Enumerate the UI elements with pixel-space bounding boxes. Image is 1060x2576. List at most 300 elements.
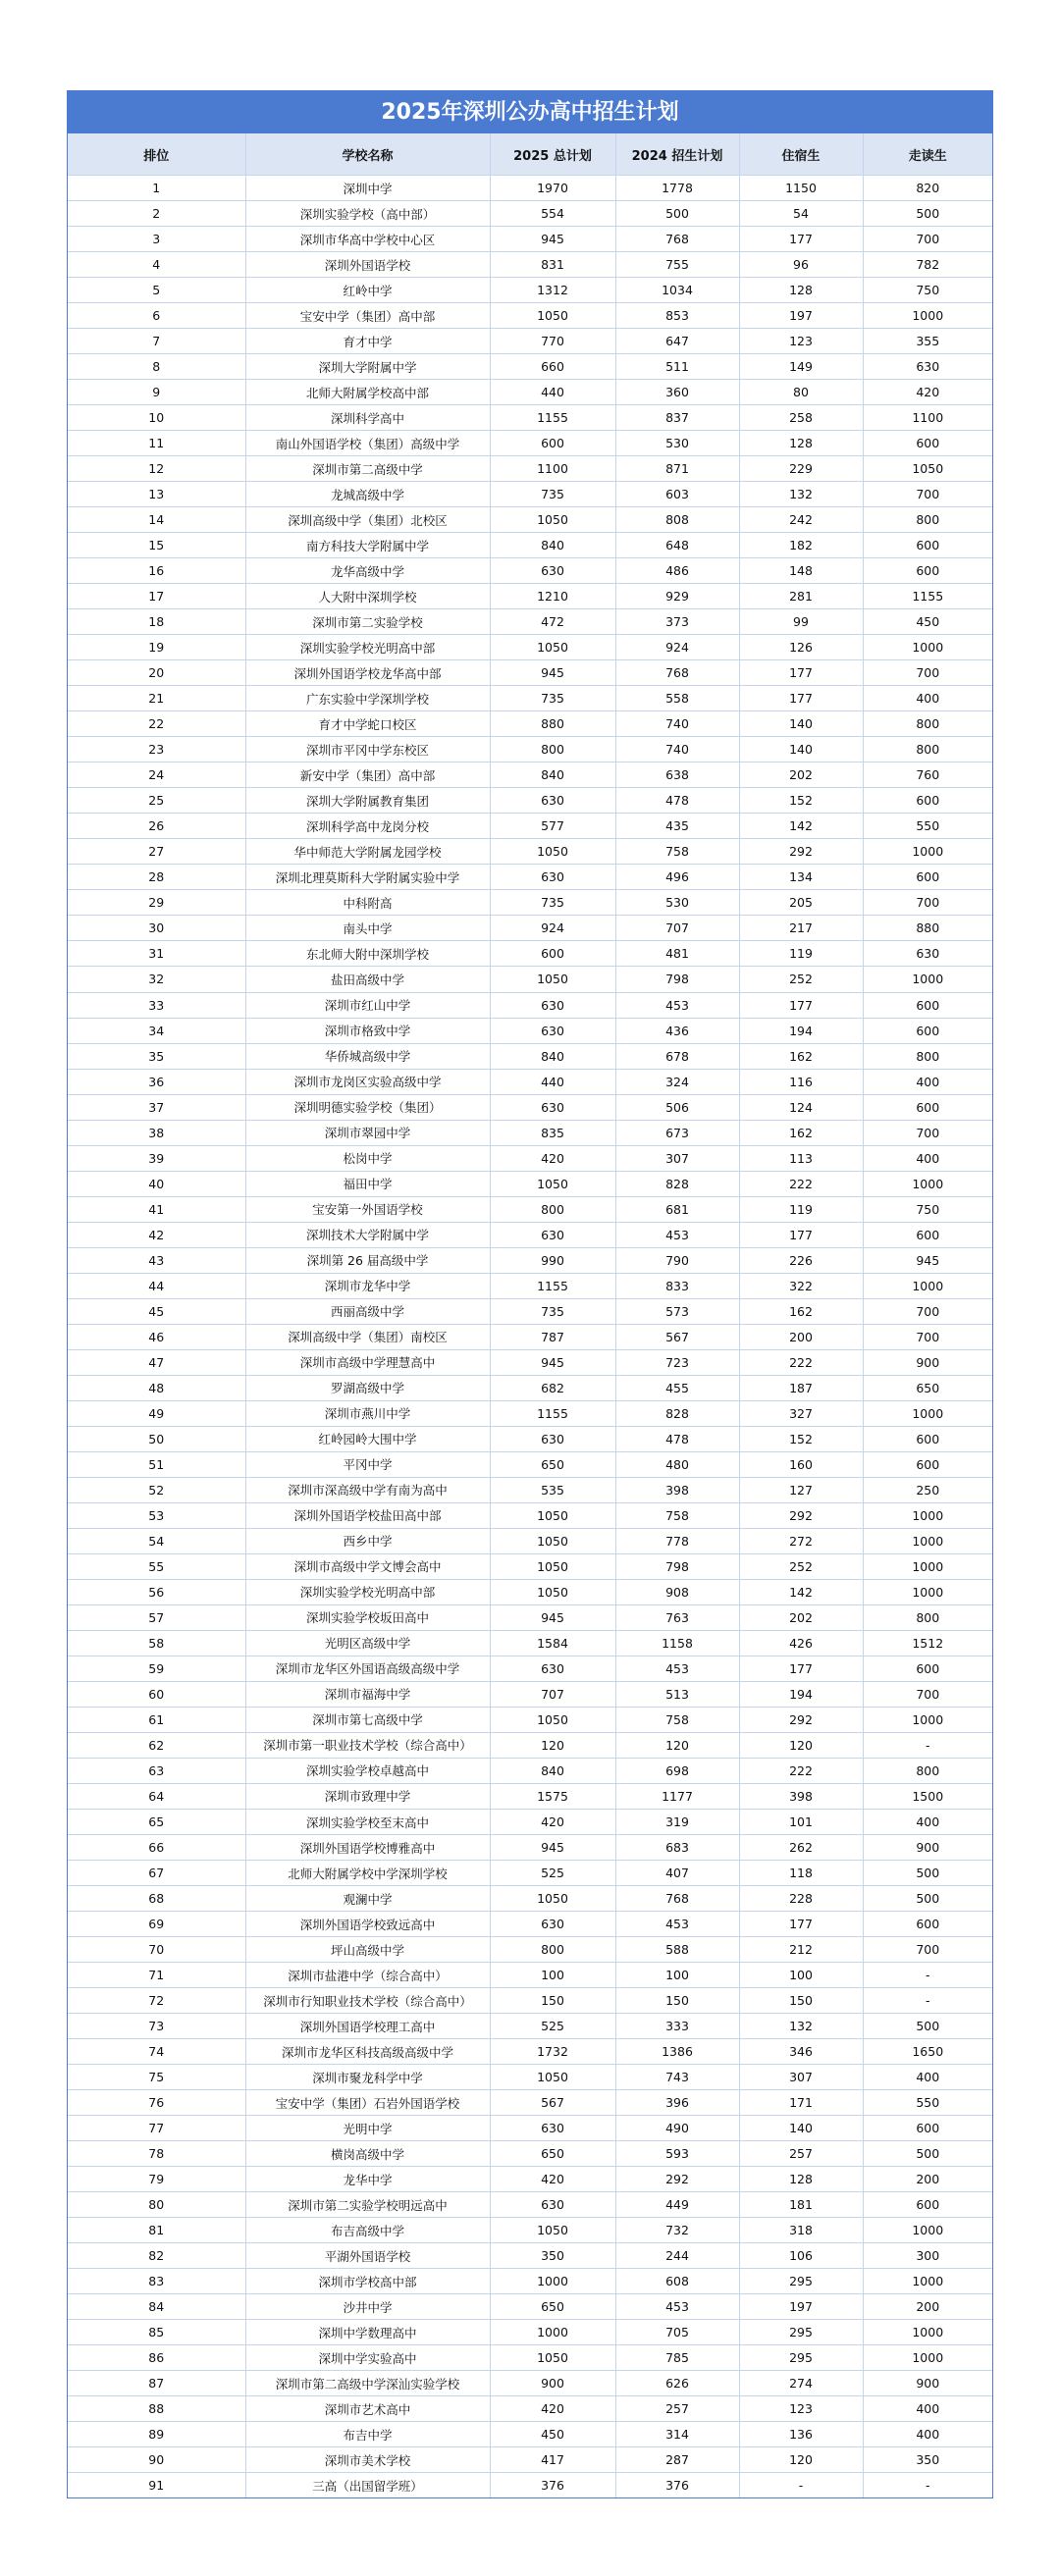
plan-2024-cell: 453 [615, 1912, 739, 1937]
day-student-cell: 500 [863, 2141, 992, 2167]
plan-2024-cell: 678 [615, 1043, 739, 1069]
boarding-cell: 120 [739, 1732, 863, 1758]
table-row [68, 890, 992, 916]
table-row [68, 2014, 992, 2039]
table-row [68, 660, 992, 686]
day-student-cell: 1000 [863, 1171, 992, 1196]
plan-2025-cell: 1050 [490, 1579, 615, 1604]
plan-2024-cell: 455 [615, 1375, 739, 1400]
rank-cell: 20 [68, 660, 245, 686]
school-name-cell: 深圳外国语学校致远高中 [245, 1912, 490, 1937]
school-name-cell: 深圳市第七高级中学 [245, 1707, 490, 1732]
day-student-cell: 600 [863, 2116, 992, 2141]
plan-2024-cell: 244 [615, 2243, 739, 2269]
school-name-cell: 深圳外国语学校博雅高中 [245, 1835, 490, 1861]
plan-2025-cell: 840 [490, 1043, 615, 1069]
table-row [68, 2167, 992, 2192]
rank-cell: 66 [68, 1835, 245, 1861]
school-name-cell: 深圳科学高中龙岗分校 [245, 814, 490, 839]
plan-2024-cell: 743 [615, 2065, 739, 2090]
day-student-cell: 600 [863, 1426, 992, 1451]
boarding-cell: 96 [739, 252, 863, 278]
plan-2024-cell: 407 [615, 1861, 739, 1886]
plan-2024-cell: 798 [615, 967, 739, 992]
table-row [68, 1324, 992, 1349]
plan-2025-cell: 650 [490, 2141, 615, 2167]
table-row [68, 1579, 992, 1604]
table-row [68, 2243, 992, 2269]
plan-2025-cell: 1050 [490, 1171, 615, 1196]
plan-2024-cell: 683 [615, 1835, 739, 1861]
school-name-cell: 布吉中学 [245, 2422, 490, 2447]
plan-2025-cell: 525 [490, 1861, 615, 1886]
day-student-cell: 700 [863, 1937, 992, 1963]
table-row [68, 916, 992, 941]
boarding-cell: 228 [739, 1886, 863, 1912]
boarding-cell: 148 [739, 558, 863, 584]
plan-2024-cell: 373 [615, 609, 739, 635]
rank-cell: 27 [68, 839, 245, 865]
school-name-cell: 深圳市红山中学 [245, 992, 490, 1018]
table-row [68, 252, 992, 278]
day-student-cell: 700 [863, 1681, 992, 1707]
plan-2025-cell: 1000 [490, 2320, 615, 2345]
plan-2025-cell: 1312 [490, 278, 615, 303]
rank-cell: 35 [68, 1043, 245, 1069]
table-row [68, 1963, 992, 1988]
school-name-cell: 深圳外国语学校 [245, 252, 490, 278]
plan-2024-cell: 530 [615, 890, 739, 916]
school-name-cell: 深圳实验学校（高中部） [245, 201, 490, 227]
rank-cell: 67 [68, 1861, 245, 1886]
rank-cell: 44 [68, 1273, 245, 1298]
day-student-cell: 1000 [863, 1273, 992, 1298]
plan-2024-cell: 513 [615, 1681, 739, 1707]
table-row [68, 354, 992, 380]
plan-2025-cell: 120 [490, 1732, 615, 1758]
table-row [68, 1758, 992, 1783]
boarding-cell: 177 [739, 1656, 863, 1681]
school-name-cell: 深圳市福海中学 [245, 1681, 490, 1707]
school-name-cell: 深圳科学高中 [245, 405, 490, 431]
plan-2025-cell: 840 [490, 762, 615, 788]
school-name-cell: 中科附高 [245, 890, 490, 916]
boarding-cell: 295 [739, 2345, 863, 2371]
plan-2024-cell: 307 [615, 1145, 739, 1171]
school-name-cell: 宝安中学（集团）高中部 [245, 303, 490, 329]
day-student-cell: 630 [863, 941, 992, 967]
day-student-cell: 900 [863, 1835, 992, 1861]
rank-cell: 58 [68, 1630, 245, 1656]
plan-2025-cell: 1050 [490, 1886, 615, 1912]
plan-2025-cell: 735 [490, 482, 615, 507]
table-row [68, 737, 992, 762]
day-student-cell: 400 [863, 1069, 992, 1094]
school-name-cell: 罗湖高级中学 [245, 1375, 490, 1400]
school-name-cell: 南头中学 [245, 916, 490, 941]
school-name-cell: 龙华高级中学 [245, 558, 490, 584]
rank-cell: 86 [68, 2345, 245, 2371]
plan-2024-cell: 588 [615, 1937, 739, 1963]
table-row [68, 1145, 992, 1171]
day-student-cell: 1000 [863, 839, 992, 865]
plan-2025-cell: 420 [490, 1810, 615, 1835]
day-student-cell: 820 [863, 176, 992, 201]
plan-2025-cell: 1050 [490, 635, 615, 660]
boarding-cell: 242 [739, 507, 863, 533]
day-student-cell: 400 [863, 1145, 992, 1171]
boarding-cell: 257 [739, 2141, 863, 2167]
day-student-cell: 600 [863, 1222, 992, 1247]
boarding-cell: 116 [739, 1069, 863, 1094]
plan-2024-cell: 1778 [615, 176, 739, 201]
school-name-cell: 新安中学（集团）高中部 [245, 762, 490, 788]
plan-2024-cell: 480 [615, 1451, 739, 1477]
rank-cell: 40 [68, 1171, 245, 1196]
plan-2025-cell: 600 [490, 941, 615, 967]
table-row [68, 941, 992, 967]
boarding-cell: 205 [739, 890, 863, 916]
table-row [68, 482, 992, 507]
plan-2024-cell: 768 [615, 660, 739, 686]
boarding-cell: 177 [739, 1912, 863, 1937]
day-student-cell: 420 [863, 380, 992, 405]
table-row [68, 456, 992, 482]
boarding-cell: 80 [739, 380, 863, 405]
rank-cell: 63 [68, 1758, 245, 1783]
day-student-cell: 500 [863, 1861, 992, 1886]
column-header-plan-2025: 2025 总计划 [490, 133, 615, 176]
boarding-cell: 113 [739, 1145, 863, 1171]
table-row [68, 558, 992, 584]
rank-cell: 53 [68, 1502, 245, 1528]
boarding-cell: 132 [739, 482, 863, 507]
school-name-cell: 深圳市学校高中部 [245, 2269, 490, 2294]
plan-2025-cell: 630 [490, 558, 615, 584]
plan-2025-cell: 1050 [490, 1502, 615, 1528]
plan-2025-cell: 880 [490, 711, 615, 737]
table-row [68, 1988, 992, 2014]
table-row [68, 1451, 992, 1477]
column-header-rank: 排位 [68, 133, 245, 176]
table-row [68, 2320, 992, 2345]
day-student-cell: - [925, 2478, 930, 2494]
school-name-cell: 龙城高级中学 [245, 482, 490, 507]
table-row [68, 405, 992, 431]
plan-2025-cell: 945 [490, 1349, 615, 1375]
plan-2025-cell: 1050 [490, 839, 615, 865]
school-name-cell: 深圳市第二实验学校 [245, 609, 490, 635]
plan-2025-cell: 945 [490, 1604, 615, 1630]
school-name-cell: 深圳市龙华区科技高级高级中学 [245, 2039, 490, 2065]
plan-2024-cell: 257 [615, 2396, 739, 2422]
rank-cell: 52 [68, 1477, 245, 1502]
boarding-cell: 149 [739, 354, 863, 380]
column-header-plan-2024: 2024 招生计划 [615, 133, 739, 176]
plan-2025-cell: 835 [490, 1120, 615, 1145]
day-student-cell: - [863, 1732, 992, 1758]
boarding-cell: 222 [739, 1349, 863, 1375]
boarding-cell: 292 [739, 1502, 863, 1528]
boarding-cell: 322 [739, 1273, 863, 1298]
table-row [68, 1094, 992, 1120]
day-student-cell: 600 [863, 1451, 992, 1477]
table-row [68, 1604, 992, 1630]
boarding-cell: 54 [739, 201, 863, 227]
boarding-cell: 152 [739, 788, 863, 814]
rank-cell: 75 [68, 2065, 245, 2090]
plan-2024-cell: 758 [615, 1502, 739, 1528]
boarding-cell: 162 [739, 1043, 863, 1069]
school-name-cell: 深圳实验学校至末高中 [245, 1810, 490, 1835]
table-row [68, 2422, 992, 2447]
plan-2025-cell: 660 [490, 354, 615, 380]
rank-cell: 5 [68, 278, 245, 303]
plan-2024-cell: 740 [615, 711, 739, 737]
table-row [68, 1196, 992, 1222]
school-name-cell: 深圳市龙华区外国语高级高级中学 [245, 1656, 490, 1681]
day-student-cell: 1000 [863, 1707, 992, 1732]
plan-2025-cell: 420 [490, 2396, 615, 2422]
boarding-cell: 346 [739, 2039, 863, 2065]
plan-2025-cell: 900 [490, 2371, 615, 2396]
table-row [68, 788, 992, 814]
school-name-cell: 深圳市第一职业技术学校（综合高中） [245, 1732, 490, 1758]
plan-2024-cell: 908 [615, 1579, 739, 1604]
rank-cell: 57 [68, 1604, 245, 1630]
table-row [68, 2371, 992, 2396]
plan-2025-cell: 800 [490, 1196, 615, 1222]
day-student-cell: 1650 [863, 2039, 992, 2065]
day-student-cell: 600 [863, 1912, 992, 1937]
plan-2024-cell: 506 [615, 1094, 739, 1120]
school-name-cell: 深圳北理莫斯科大学附属实验中学 [245, 865, 490, 890]
plan-2025-cell: 630 [490, 1018, 615, 1043]
table-row [68, 2090, 992, 2116]
day-student-cell: 800 [863, 711, 992, 737]
plan-2024-cell: 763 [615, 1604, 739, 1630]
day-student-cell: 500 [863, 1886, 992, 1912]
rank-cell: 23 [68, 737, 245, 762]
table-row [68, 227, 992, 252]
table-row [68, 967, 992, 992]
plan-2024-cell: 608 [615, 2269, 739, 2294]
table-row [68, 303, 992, 329]
rank-cell: 64 [68, 1783, 245, 1809]
plan-2025-cell: 1155 [490, 1400, 615, 1426]
plan-2024-cell: 647 [615, 329, 739, 354]
plan-2024-cell: 798 [615, 1553, 739, 1579]
day-student-cell: 1000 [863, 1502, 992, 1528]
plan-2024-cell: 453 [615, 2294, 739, 2320]
school-name-cell: 光明中学 [245, 2116, 490, 2141]
school-name-cell: 深圳市聚龙科学中学 [245, 2065, 490, 2090]
school-name-cell: 华中师范大学附属龙园学校 [245, 839, 490, 865]
boarding-cell: 226 [739, 1247, 863, 1273]
plan-2024-cell: 530 [615, 431, 739, 456]
day-student-cell: - [863, 1963, 992, 1988]
plan-2024-cell: 333 [615, 2014, 739, 2039]
rank-cell: 60 [68, 1681, 245, 1707]
boarding-cell: 292 [739, 839, 863, 865]
boarding-cell: 398 [739, 1783, 863, 1809]
boarding-cell: 182 [739, 533, 863, 558]
plan-2025-cell: 1575 [490, 1783, 615, 1809]
plan-2024-cell: 707 [615, 916, 739, 941]
school-name-cell: 深圳实验学校光明高中部 [245, 635, 490, 660]
table-row [68, 1912, 992, 1937]
plan-2025-cell: 417 [490, 2447, 615, 2473]
admission-table [68, 133, 992, 2497]
boarding-cell: 128 [739, 278, 863, 303]
plan-2024-cell: 100 [615, 1963, 739, 1988]
plan-2024-cell: 1177 [615, 1783, 739, 1809]
school-name-cell: 深圳市格致中学 [245, 1018, 490, 1043]
school-name-cell: 深圳市燕川中学 [245, 1400, 490, 1426]
table-row [68, 814, 992, 839]
school-name-cell: 深圳市美术学校 [245, 2447, 490, 2473]
plan-2024-cell: 478 [615, 1426, 739, 1451]
rank-cell: 73 [68, 2014, 245, 2039]
day-student-cell: 700 [863, 1324, 992, 1349]
school-name-cell: 深圳市平冈中学东校区 [245, 737, 490, 762]
plan-2025-cell: 472 [490, 609, 615, 635]
rank-cell: 28 [68, 865, 245, 890]
rank-cell: 22 [68, 711, 245, 737]
day-student-cell: 700 [863, 890, 992, 916]
day-student-cell: 1000 [863, 2320, 992, 2345]
plan-2025-cell: 1100 [490, 456, 615, 482]
rank-cell: 15 [68, 533, 245, 558]
boarding-cell: 202 [739, 762, 863, 788]
plan-2025-cell: 800 [490, 737, 615, 762]
boarding-cell: 229 [739, 456, 863, 482]
plan-2025-cell: 630 [490, 1094, 615, 1120]
day-student-cell: 750 [863, 278, 992, 303]
school-name-cell: 深圳中学 [245, 176, 490, 201]
table-row [68, 865, 992, 890]
plan-2024-cell: 314 [615, 2422, 739, 2447]
rank-cell: 7 [68, 329, 245, 354]
day-student-cell: 750 [863, 1196, 992, 1222]
boarding-cell: 197 [739, 2294, 863, 2320]
plan-2024-cell: 500 [615, 201, 739, 227]
school-name-cell: 西乡中学 [245, 1528, 490, 1553]
plan-2024-cell: 481 [615, 941, 739, 967]
day-student-cell: - [863, 1988, 992, 2014]
rank-cell: 14 [68, 507, 245, 533]
day-student-cell: 1000 [863, 303, 992, 329]
plan-2025-cell: 630 [490, 1222, 615, 1247]
plan-2025-cell: 630 [490, 865, 615, 890]
rank-cell: 71 [68, 1963, 245, 1988]
school-name-cell: 坪山高级中学 [245, 1937, 490, 1963]
plan-2024-cell: 833 [615, 1273, 739, 1298]
boarding-cell: 194 [739, 1018, 863, 1043]
table-row [68, 1681, 992, 1707]
plan-2024-cell: 740 [615, 737, 739, 762]
plan-2025-cell: 770 [490, 329, 615, 354]
boarding-cell: 177 [739, 992, 863, 1018]
plan-2024-cell: 120 [615, 1732, 739, 1758]
plan-2024-cell: 1034 [615, 278, 739, 303]
rank-cell: 10 [68, 405, 245, 431]
school-name-cell: 深圳外国语学校理工高中 [245, 2014, 490, 2039]
school-name-cell: 光明区高级中学 [245, 1630, 490, 1656]
day-student-cell: 800 [863, 1604, 992, 1630]
rank-cell: 54 [68, 1528, 245, 1553]
day-student-cell: 900 [863, 1349, 992, 1375]
table-row [68, 2192, 992, 2218]
rank-cell: 91 [68, 2473, 245, 2498]
table-row [68, 1043, 992, 1069]
day-student-cell: 300 [863, 2243, 992, 2269]
boarding-cell: 140 [739, 2116, 863, 2141]
rank-cell: 19 [68, 635, 245, 660]
table-row [68, 1477, 992, 1502]
rank-cell: 80 [68, 2192, 245, 2218]
school-name-cell: 华侨城高级中学 [245, 1043, 490, 1069]
boarding-cell: 152 [739, 1426, 863, 1451]
plan-2024-cell: 828 [615, 1171, 739, 1196]
plan-2024-cell: 768 [615, 1886, 739, 1912]
school-name-cell: 深圳大学附属教育集团 [245, 788, 490, 814]
plan-2024-cell: 292 [615, 2167, 739, 2192]
boarding-cell: 187 [739, 1375, 863, 1400]
school-name-cell: 深圳市高级中学文博会高中 [245, 1553, 490, 1579]
boarding-cell: 106 [739, 2243, 863, 2269]
school-name-cell: 深圳市行知职业技术学校（综合高中） [245, 1988, 490, 2014]
day-student-cell: 250 [863, 1477, 992, 1502]
boarding-cell: 101 [739, 1810, 863, 1835]
plan-2025-cell: 735 [490, 890, 615, 916]
table-row [68, 992, 992, 1018]
plan-2025-cell: 420 [490, 2167, 615, 2192]
day-student-cell: 1000 [863, 1553, 992, 1579]
day-student-cell: 400 [863, 2422, 992, 2447]
boarding-cell: 124 [739, 1094, 863, 1120]
plan-2024-cell: 723 [615, 1349, 739, 1375]
boarding-cell: 272 [739, 1528, 863, 1553]
plan-2024-cell: 828 [615, 1400, 739, 1426]
boarding-cell: 140 [739, 737, 863, 762]
table-row [68, 533, 992, 558]
table-row [68, 2141, 992, 2167]
table-row [68, 1553, 992, 1579]
school-name-cell: 龙华中学 [245, 2167, 490, 2192]
plan-2024-cell: 808 [615, 507, 739, 533]
table-row [68, 380, 992, 405]
boarding-cell: 295 [739, 2320, 863, 2345]
plan-2025-cell: 350 [490, 2243, 615, 2269]
boarding-cell: 295 [739, 2269, 863, 2294]
school-name-cell: 宝安第一外国语学校 [245, 1196, 490, 1222]
boarding-cell: 177 [739, 686, 863, 711]
boarding-cell: 119 [739, 941, 863, 967]
boarding-cell: 140 [739, 711, 863, 737]
plan-2024-cell: 924 [615, 635, 739, 660]
table-row [68, 1222, 992, 1247]
boarding-cell: 128 [739, 2167, 863, 2192]
rank-cell: 1 [68, 176, 245, 201]
table-row [68, 2345, 992, 2371]
table-row [68, 635, 992, 660]
boarding-cell: 100 [739, 1963, 863, 1988]
day-student-cell: 600 [863, 788, 992, 814]
plan-2024-cell: 732 [615, 2218, 739, 2243]
day-student-cell: 1000 [863, 967, 992, 992]
boarding-cell: 160 [739, 1451, 863, 1477]
